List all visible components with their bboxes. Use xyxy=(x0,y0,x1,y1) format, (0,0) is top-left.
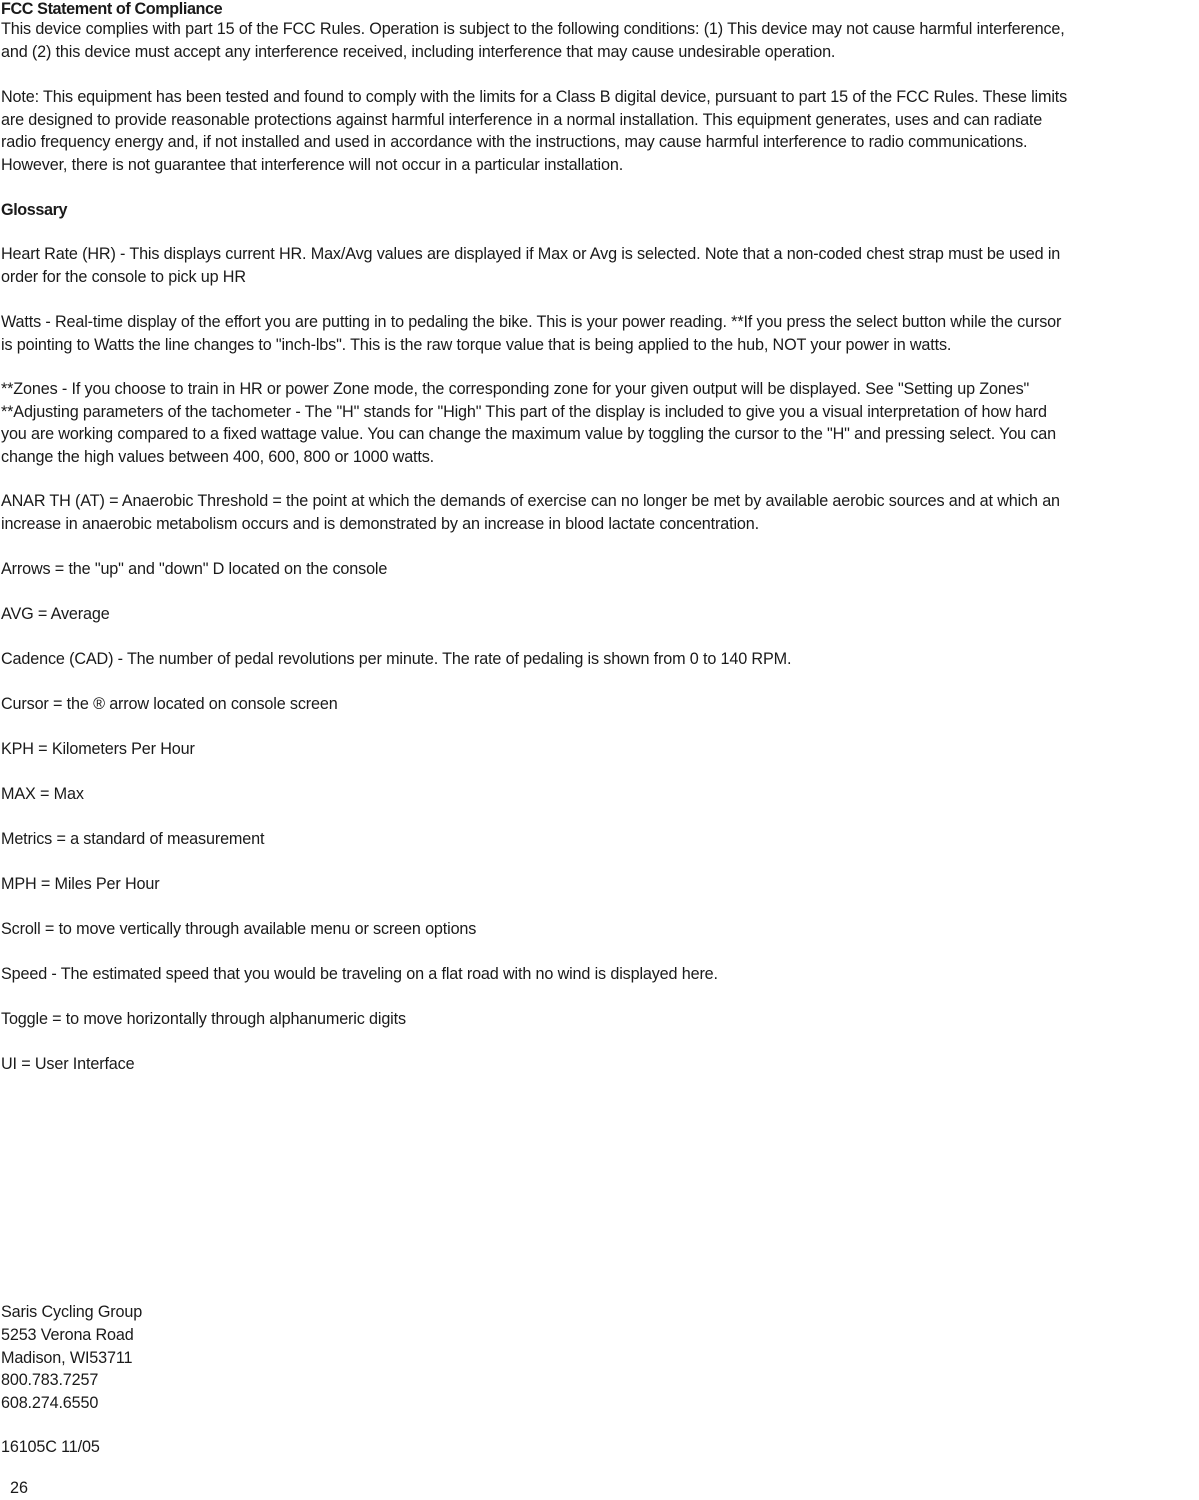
glossary-entry-toggle: Toggle = to move horizontally through alphanumeric digits xyxy=(1,1010,406,1028)
glossary-entry-scroll: Scroll = to move vertically through available menu or screen options xyxy=(1,920,477,938)
glossary-entry-zones: **Zones - If you choose to train in HR or power Zone mode, the corresponding zone for your given output will be displayed. See "Setting up Zones" **Adjusting parameters of the tachometer - The "H" stands for "High" This part of the display is included to give you a visual interpretation of how hard you are working compared to a fixed wattage value. You can change the maximum value by toggling the cursor to the "H" and pressing select. You can change the high values between 400, 600, 800 or 1000 watts. xyxy=(1,380,1057,466)
fcc-paragraph-1: This device complies with part 15 of the FCC Rules. Operation is subject to the following conditions: (1) This device may not cause harmful interference, and (2) this device must accept any interference received, including interference that may cause undesirable operation. xyxy=(1,20,1065,61)
glossary-heading: Glossary xyxy=(1,201,68,219)
glossary-entry-anaerobic-threshold: ANAR TH (AT) = Anaerobic Threshold = the point at which the demands of exercise can no longer be met by available aerobic sources and at which an increase in anaerobic metabolism occurs and is demonstrated by an increase in blood lactate concentration. xyxy=(1,492,1060,533)
glossary-entry-kph: KPH = Kilometers Per Hour xyxy=(1,740,195,758)
glossary-entry-cadence: Cadence (CAD) - The number of pedal revolutions per minute. The rate of pedaling is shown from 0 to 140 RPM. xyxy=(1,650,792,668)
fcc-paragraph-2: Note: This equipment has been tested and found to comply with the limits for a Class B digital device, pursuant to part 15 of the FCC Rules. These limits are designed to provide reasonable protections against harmful interference in a normal installation. This equipment generates, uses and can radiate radio frequency energy and, if not installed and used in accordance with the instructions, may cause harmful interference to radio communications. However, there is not guarantee that interference will not occur in a particular installation. xyxy=(1,88,1068,174)
company-name: Saris Cycling Group xyxy=(1,1303,143,1321)
glossary-entry-mph: MPH = Miles Per Hour xyxy=(1,875,160,893)
glossary-entry-avg: AVG = Average xyxy=(1,605,110,623)
glossary-entry-watts: Watts - Real-time display of the effort you are putting in to pedaling the bike. This is your power reading. **If you press the select button while the cursor is pointing to Watts the line changes to "inch-lbs". This is the raw torque value that is being applied to the hub, NOT your power in watts. xyxy=(1,313,1062,354)
fcc-heading: FCC Statement of Compliance xyxy=(1,0,223,18)
page-number: 26 xyxy=(10,1479,29,1497)
document-code: 16105C 11/05 xyxy=(1,1438,100,1456)
glossary-entry-ui: UI = User Interface xyxy=(1,1055,135,1073)
glossary-entry-max: MAX = Max xyxy=(1,785,84,803)
glossary-entry-metrics: Metrics = a standard of measurement xyxy=(1,830,265,848)
company-city: Madison, WI53711 xyxy=(1,1349,133,1367)
company-street: 5253 Verona Road xyxy=(1,1326,134,1344)
glossary-entry-arrows: Arrows = the "up" and "down" D located on the console xyxy=(1,560,388,578)
glossary-entry-heart-rate: Heart Rate (HR) - This displays current HR. Max/Avg values are displayed if Max or Avg is selected. Note that a non-coded chest strap must be used in order for the console to pick up HR xyxy=(1,245,1061,286)
company-phone-1: 800.783.7257 xyxy=(1,1371,99,1389)
company-phone-2: 608.274.6550 xyxy=(1,1394,99,1412)
glossary-entry-cursor: Cursor = the ® arrow located on console screen xyxy=(1,695,338,713)
glossary-entry-speed: Speed - The estimated speed that you would be traveling on a flat road with no wind is displayed here. xyxy=(1,965,718,983)
